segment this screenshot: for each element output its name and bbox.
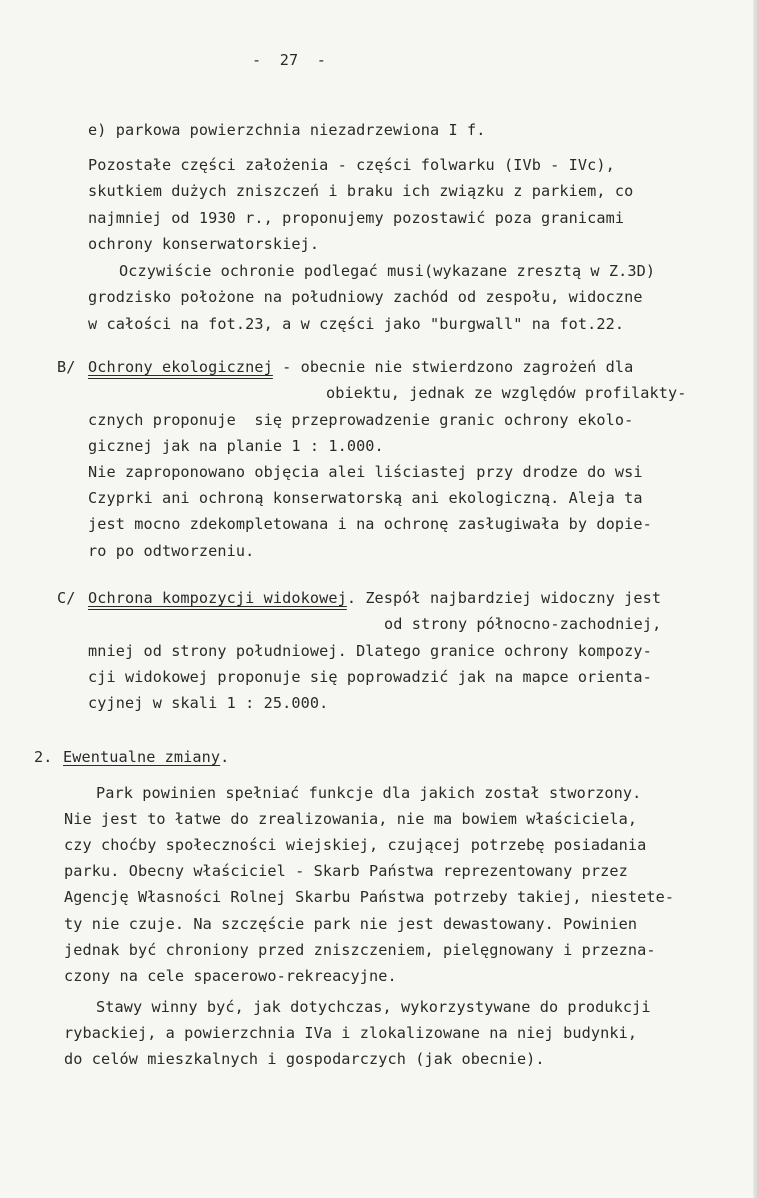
paragraph-line: jednak być chroniony przed zniszczeniem, pielęgnowany i przezna- bbox=[64, 941, 656, 959]
section-2-heading: Ewentualne zmiany bbox=[63, 748, 221, 766]
paragraph-line: Stawy winny być, jak dotychczas, wykorzystywane do produkcji bbox=[96, 998, 651, 1016]
paragraph-line: grodzisko położone na południowy zachód od zespołu, widoczne bbox=[88, 288, 643, 306]
section-2-heading-tail: . bbox=[220, 748, 230, 766]
section-2-first-line bbox=[63, 747, 229, 767]
page-number: - 27 - bbox=[252, 51, 326, 69]
paragraph-line: gicznej jak na planie 1 : 1.000. bbox=[88, 437, 384, 455]
paragraph-line: ty nie czuje. Na szczęście park nie jest dewastowany. Powinien bbox=[64, 915, 638, 933]
page-edge-shadow bbox=[753, 0, 759, 1198]
section-b-marker: B/ bbox=[57, 358, 76, 376]
section-b-heading-rest: - obecnie nie stwierdzono zagrożeń dla bbox=[272, 358, 634, 376]
section-c-heading-rest: . Zespół najbardziej widoczny jest bbox=[346, 589, 662, 607]
paragraph-line: cji widokowej proponuje się poprowadzić jak na mapce orienta- bbox=[88, 668, 652, 686]
section-2-marker: 2. bbox=[34, 748, 53, 766]
paragraph-line: jest mocno zdekompletowana i na ochronę zasługiwała by dopie- bbox=[88, 515, 652, 533]
section-c-heading: Ochrona kompozycji widokowej bbox=[88, 589, 347, 607]
paragraph-line: czy choćby społeczności wiejskiej, czującej potrzebę posiadania bbox=[64, 836, 647, 854]
paragraph-line: cyjnej w skali 1 : 25.000. bbox=[88, 694, 329, 712]
paragraph-line: Czyprki ani ochroną konserwatorską ani ekologiczną. Aleja ta bbox=[88, 489, 643, 507]
paragraph-line: Pozostałe części założenia - części folwarku (IVb - IVc), bbox=[88, 156, 615, 174]
paragraph-line: mniej od strony południowej. Dlatego granice ochrony kompozy- bbox=[88, 642, 652, 660]
paragraph-line: Nie zaproponowano objęcia alei liściastej przy drodze do wsi bbox=[88, 463, 643, 481]
paragraph-line: parku. Obecny właściciel - Skarb Państwa reprezentowany przez bbox=[64, 862, 628, 880]
paragraph-line: skutkiem dużych zniszczeń i braku ich związku z parkiem, co bbox=[88, 182, 634, 200]
paragraph-line: Oczywiście ochronie podlegać musi(wykazane zresztą w Z.3D) bbox=[119, 262, 656, 280]
paragraph-line: obiektu, jednak ze względów profilakty- bbox=[326, 384, 687, 402]
paragraph-line: e) parkowa powierzchnia niezadrzewiona I f. bbox=[88, 121, 486, 139]
paragraph-line: najmniej od 1930 r., proponujemy pozostawić poza granicami bbox=[88, 209, 625, 227]
paragraph-line: ro po odtworzeniu. bbox=[88, 542, 255, 560]
section-c-marker: C/ bbox=[57, 589, 76, 607]
paragraph-line: od strony północno-zachodniej, bbox=[384, 615, 662, 633]
paragraph-line: Park powinien spełniać funkcje dla jakich został stworzony. bbox=[96, 784, 642, 802]
section-c-first-line bbox=[88, 588, 661, 608]
paragraph-line: Agencję Własności Rolnej Skarbu Państwa potrzeby takiej, niestete- bbox=[64, 888, 675, 906]
paragraph-line: czony na cele spacerowo-rekreacyjne. bbox=[64, 967, 397, 985]
paragraph-line: do celów mieszkalnych i gospodarczych (jak obecnie). bbox=[64, 1050, 545, 1068]
section-b-first-line bbox=[88, 357, 633, 377]
paragraph-line: Nie jest to łatwe do zrealizowania, nie ma bowiem właściciela, bbox=[64, 810, 638, 828]
paragraph-line: w całości na fot.23, a w części jako "burgwall" na fot.22. bbox=[88, 315, 625, 333]
section-b-heading: Ochrony ekologicznej bbox=[88, 358, 273, 376]
paragraph-line: cznych proponuje się przeprowadzenie granic ochrony ekolo- bbox=[88, 411, 634, 429]
paragraph-line: rybackiej, a powierzchnia IVa i zlokalizowane na niej budynki, bbox=[64, 1024, 638, 1042]
paragraph-line: ochrony konserwatorskiej. bbox=[88, 235, 320, 253]
